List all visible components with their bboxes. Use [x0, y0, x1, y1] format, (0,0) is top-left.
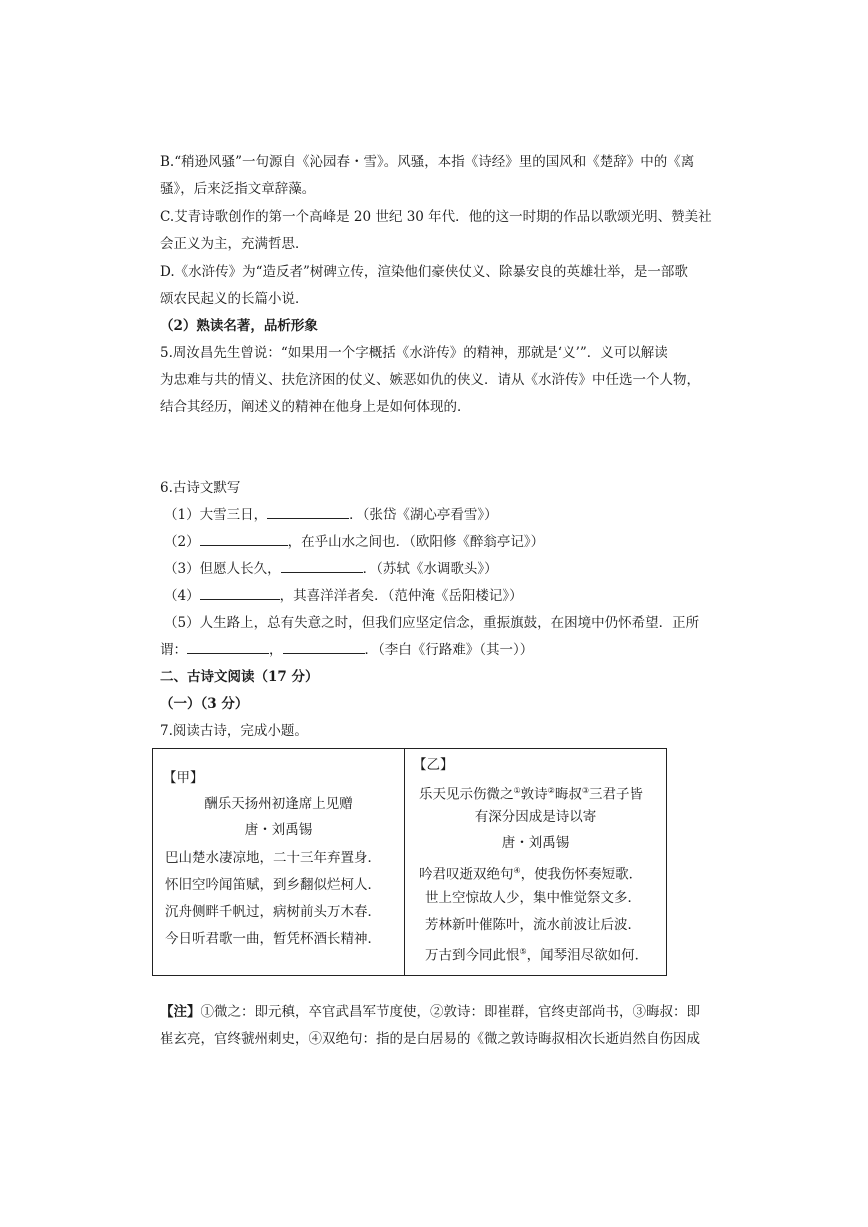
note-marker: ①	[513, 786, 521, 795]
option-b-line2: 骚》，后来泛指文章辞藻。	[160, 181, 316, 197]
answer-blank[interactable]	[200, 533, 288, 546]
title-part: 乐天见示伤微之	[419, 786, 514, 803]
line-part: ，闻琴泪尽欲如何．	[526, 947, 649, 964]
part-2-subsection: （一）（3 分）	[160, 696, 249, 712]
option-b-line1: B.“稍逊风骚”一句源自《沁园春・雪》。风骚，本指《诗经》里的国风和《楚辞》中的《离	[160, 154, 695, 170]
recitation-item-5-line1: （5）人生路上，总有失意之时，但我们应坚定信念，重振旗鼓，在困境中仍怀希望．正所	[164, 615, 700, 631]
note-marker: ⑤	[519, 947, 527, 956]
line-part: 万古到今同此恨	[425, 947, 520, 964]
answer-blank[interactable]	[187, 641, 269, 654]
option-c-line1: C.艾青诗歌创作的第一个高峰是 20 世纪 30 年代．他的这一时期的作品以歌颂光明、赞美社	[160, 209, 712, 225]
option-c-line2: 会正义为主，充满哲思．	[160, 236, 309, 252]
item-5-separator: ，	[269, 642, 283, 658]
subsection-title: （2）熟读名著，品析形象	[160, 318, 318, 334]
note-line-2: 崔玄亮，官终虢州刺史，④双绝句：指的是白居易的《微之敦诗晦叔相次长逝岿然自伤因成	[160, 1031, 700, 1047]
item-1-source: ．（张岱《湖心亭看雪》）	[349, 507, 498, 523]
poem-jia-tag: 【甲】	[163, 770, 204, 786]
question-7-title: 7.阅读古诗，完成小题。	[160, 723, 308, 739]
recitation-item-4	[164, 586, 523, 606]
recitation-item-2	[164, 532, 544, 552]
note-marker: ④	[513, 866, 521, 875]
item-2-prefix: （2）	[164, 534, 200, 550]
item-3-source: ．（苏轼《水调歌头》）	[362, 561, 498, 577]
item-4-source: ，其喜洋洋者矣．（范仲淹《岳阳楼记》）	[279, 588, 523, 604]
line-part: 吟君叹逝双绝句	[419, 866, 514, 883]
question-5-line3: 结合其经历，阐述义的精神在他身上是如何体现的．	[160, 399, 471, 415]
poem-yi-cell	[405, 749, 666, 975]
poem-yi-line-4	[425, 942, 648, 966]
option-d-line1: D.《水浒传》为“造反者”树碑立传，渲染他们豪侠仗义、除暴安良的英雄壮举，是一部歌	[160, 264, 688, 280]
poem-yi-tag: 【乙】	[413, 757, 454, 773]
recitation-item-1	[164, 505, 498, 525]
title-part: 敦诗	[520, 786, 548, 803]
poem-yi-line-2: 世上空惊故人少，集中惟觉祭文多．	[425, 890, 641, 906]
note-marker: ③	[581, 786, 590, 795]
item-5-prefix: 谓：	[160, 642, 187, 658]
poem-jia-author: 唐・刘禹锡	[244, 822, 313, 838]
poem-yi-title-line1	[419, 781, 643, 805]
option-d-line2: 颂农民起义的长篇小说．	[160, 291, 309, 307]
answer-blank[interactable]	[200, 587, 280, 600]
poem-jia-line-1: 巴山楚水凄凉地，二十三年弃置身．	[165, 850, 381, 866]
question-5-line1: 5.周汝昌先生曾说：“如果用一个字概括《水浒传》的精神，那就是‘义’”．义可以解读	[160, 345, 668, 361]
answer-blank[interactable]	[267, 506, 349, 519]
line-part: ，使我伤怀奏短歌．	[520, 866, 643, 883]
poem-yi-author: 唐・刘禹锡	[501, 835, 570, 851]
item-1-prefix: （1）大雪三日，	[164, 507, 268, 523]
poem-jia-line-3: 沉舟侧畔千帆过，病树前头万木春．	[165, 904, 381, 920]
poem-jia-title: 酬乐天扬州初逢席上见赠	[204, 796, 353, 812]
item-2-source: ，在乎山水之间也．（欧阳修《醉翁亭记》）	[287, 534, 545, 550]
recitation-item-3	[164, 559, 498, 579]
answer-blank[interactable]	[281, 560, 363, 573]
title-part: 三君子皆	[589, 786, 644, 803]
poem-jia-cell	[153, 749, 404, 975]
answer-blank[interactable]	[283, 641, 365, 654]
part-2-title: 二、古诗文阅读（17 分）	[160, 669, 319, 685]
note-line-1	[160, 1002, 720, 1022]
poem-jia-line-2: 怀旧空吟闻笛赋，到乡翻似烂柯人．	[165, 877, 381, 893]
poem-comparison-table	[152, 748, 667, 976]
question-6-title: 6.古诗文默写	[160, 480, 241, 496]
poem-jia-line-4: 今日听君歌一曲，暂凭杯酒长精神．	[165, 931, 381, 947]
title-part: 晦叔	[554, 786, 582, 803]
poem-yi-title-line2: 有深分因成是诗以寄	[474, 809, 597, 825]
item-5-source: ．（李白《行路难》（其一））	[364, 642, 534, 658]
item-3-prefix: （3）但愿人长久，	[164, 561, 281, 577]
recitation-item-5-line2	[160, 640, 533, 660]
question-5-line2: 为忠难与共的情义、扶危济困的仗义、嫉恶如仇的侠义．请从《水浒传》中任选一个人物，	[160, 372, 700, 388]
poem-yi-line-3: 芳林新叶催陈叶，流水前波让后波．	[425, 917, 641, 933]
note-text: ①微之：即元稹，卒官武昌军节度使，②敦诗：即崔群，官终吏部尚书，③晦叔：即	[200, 1004, 700, 1020]
poem-yi-line-1	[419, 861, 642, 885]
note-marker: ②	[547, 786, 555, 795]
note-label: 【注】	[160, 1004, 201, 1020]
item-4-prefix: （4）	[164, 588, 200, 604]
